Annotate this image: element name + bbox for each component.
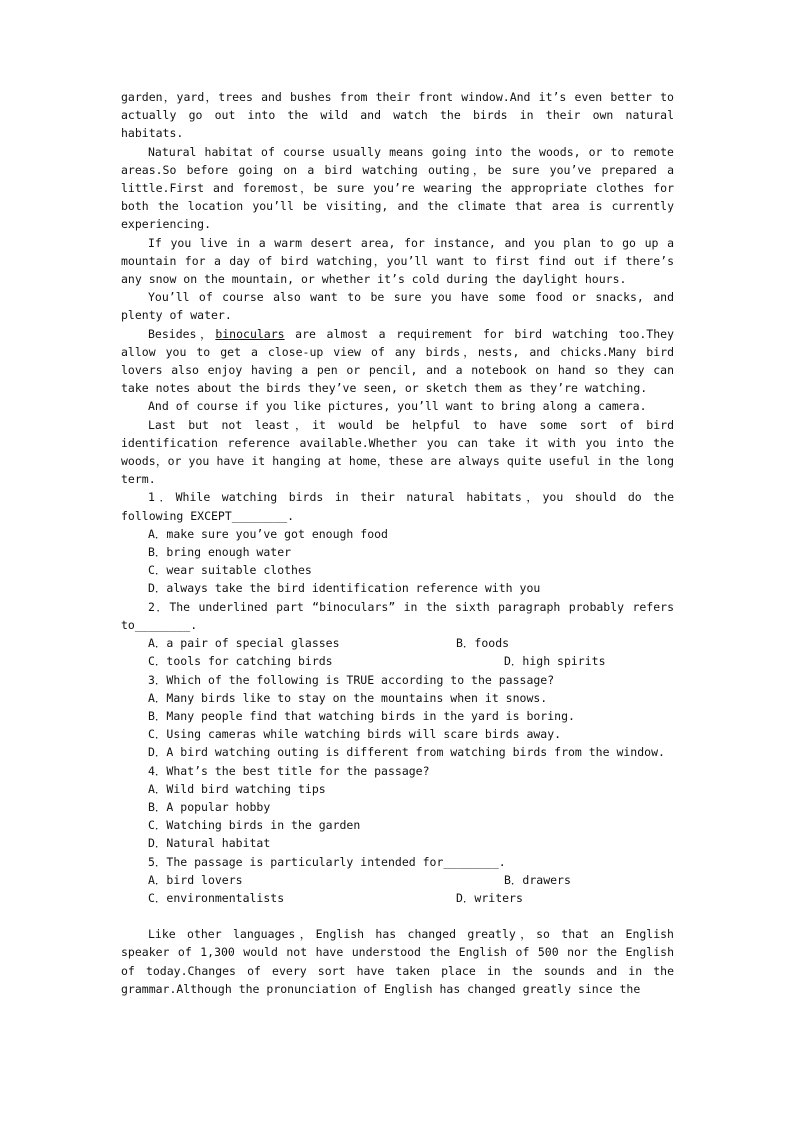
paragraph: You’ll of course also want to be sure you have some food or snacks, and plenty of water. [121, 290, 674, 323]
underlined-word: binoculars [215, 326, 285, 341]
spacer [121, 907, 674, 925]
paragraph: garden，yard，trees and bushes from their front window.And it’s even better to actually go out into the wild and watch the birds in their own natural habitats. [121, 90, 674, 141]
paragraph: Last but not least，it would be helpful to have some sort of bird identification reference available.Whether you can take it with you into the woods，or you have it hanging at home，these are always quite useful in the long term. [121, 417, 674, 487]
paragraph-binoculars [121, 325, 674, 398]
question-stem: 5．The passage is particularly intended for________. [148, 854, 506, 869]
question-stem: 2．The underlined part “binoculars” in the sixth paragraph probably refers to________. [121, 599, 674, 632]
text: are almost a requirement for bird watching too.They allow you to get a close-up view of any birds，nests, and chicks.Many bird lovers also enjoy having a pen or pencil, and a notebook on hand so they can take notes about the birds they’ve seen, or sketch them as they’re watching. [121, 326, 675, 396]
answer-option: C．Using cameras while watching birds will scare birds away. [148, 727, 562, 742]
answer-option: C．Watching birds in the garden [148, 818, 361, 833]
question-stem: 1．While watching birds in their natural habitats，you should do the following EXCEPT________. [121, 490, 674, 523]
question-stem: 4．What’s the best title for the passage? [148, 763, 430, 778]
answer-option: D．writers [456, 890, 523, 905]
answer-option: D．always take the bird identification reference with you [148, 581, 541, 596]
paragraph: Natural habitat of course usually means going into the woods, or to remote areas.So before going on a bird watching outing，be sure you’ve prepared a little.First and foremost，be sure you’re wearing the appropriate clothes for both the location you’ll be visiting, and the climate that area is currently experiencing. [121, 144, 674, 232]
answer-row [121, 634, 674, 652]
answer-option: B．drawers [504, 872, 571, 887]
answer-option: C．wear suitable clothes [148, 563, 312, 578]
answer-option: B．bring enough water [148, 545, 292, 560]
answer-option: B．Many people find that watching birds in the yard is boring. [148, 708, 575, 723]
answer-option: A．bird lovers [148, 872, 243, 887]
document-page [121, 88, 674, 998]
answer-option: B．A popular hobby [148, 799, 271, 814]
answer-option: A．Wild bird watching tips [148, 781, 326, 796]
question-stem: 3．Which of the following is TRUE according to the passage? [148, 672, 555, 687]
answer-option: D．A bird watching outing is different from watching birds from the window. [148, 745, 665, 760]
paragraph: If you live in a warm desert area, for instance, and you plan to go up a mountain for a day of bird watching，you’ll want to first find out if there’s any snow on the mountain, or whether it’s cold during the daylight hours. [121, 235, 674, 287]
answer-option: C．environmentalists [148, 890, 285, 905]
answer-option: D．Natural habitat [148, 836, 271, 851]
paragraph: And of course if you like pictures, you’ll want to bring along a camera. [148, 399, 647, 414]
answer-row [121, 889, 674, 907]
answer-row [121, 871, 674, 889]
answer-option: A．make sure you’ve got enough food [148, 526, 388, 541]
paragraph: Like other languages，English has changed greatly，so that an English speaker of 1,300 would not have understood the English of 500 nor the English of today.Changes of every sort have taken place in the sounds and in the grammar.Although the pronunciation of English has changed greatly since the [121, 927, 674, 996]
answer-option: A．a pair of special glasses [148, 636, 340, 651]
text: Besides， [148, 326, 216, 341]
answer-option: D．high spirits [504, 654, 606, 669]
answer-option: B．foods [456, 636, 510, 651]
answer-row [121, 652, 674, 670]
answer-option: C．tools for catching birds [148, 654, 333, 669]
answer-option: A．Many birds like to stay on the mountains when it snows. [148, 690, 548, 705]
